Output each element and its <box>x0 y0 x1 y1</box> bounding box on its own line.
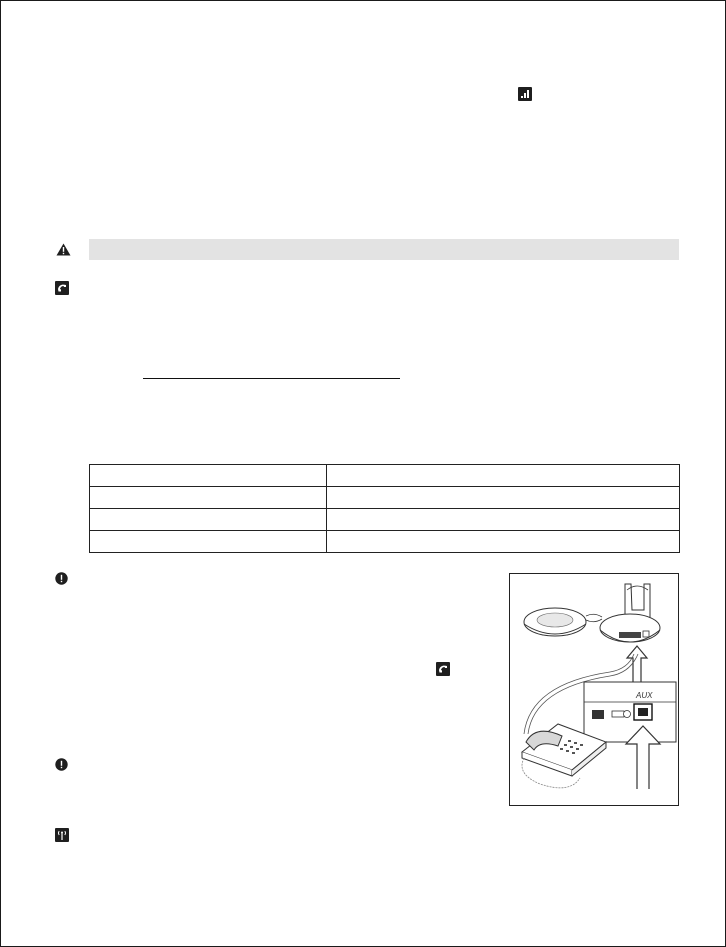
signal-strength-icon <box>518 87 532 101</box>
table-row <box>90 465 680 487</box>
aux-port-label: AUX <box>636 691 653 700</box>
speakerphone-image <box>524 608 586 636</box>
exclamation-circle-icon <box>55 758 68 776</box>
table-cell <box>327 531 680 553</box>
table-cell <box>327 465 680 487</box>
base-station-image <box>600 584 660 642</box>
phone-handset-icon <box>436 662 450 676</box>
table-row <box>90 531 680 553</box>
spec-table <box>89 464 680 553</box>
table-cell <box>327 509 680 531</box>
table-cell <box>90 509 327 531</box>
wireless-antenna-icon <box>55 828 69 842</box>
table-cell <box>90 531 327 553</box>
table-row <box>90 487 680 509</box>
exclamation-circle-icon <box>55 572 68 590</box>
table-cell <box>90 487 327 509</box>
warning-triangle-icon <box>56 243 71 261</box>
table-cell <box>327 487 680 509</box>
table-row <box>90 509 680 531</box>
table-cell <box>90 465 327 487</box>
aux-port-closeup <box>584 682 676 742</box>
warning-bar <box>89 239 679 260</box>
connection-illustration <box>509 573 679 806</box>
phone-handset-icon <box>55 281 69 295</box>
link-underline[interactable] <box>143 378 400 379</box>
